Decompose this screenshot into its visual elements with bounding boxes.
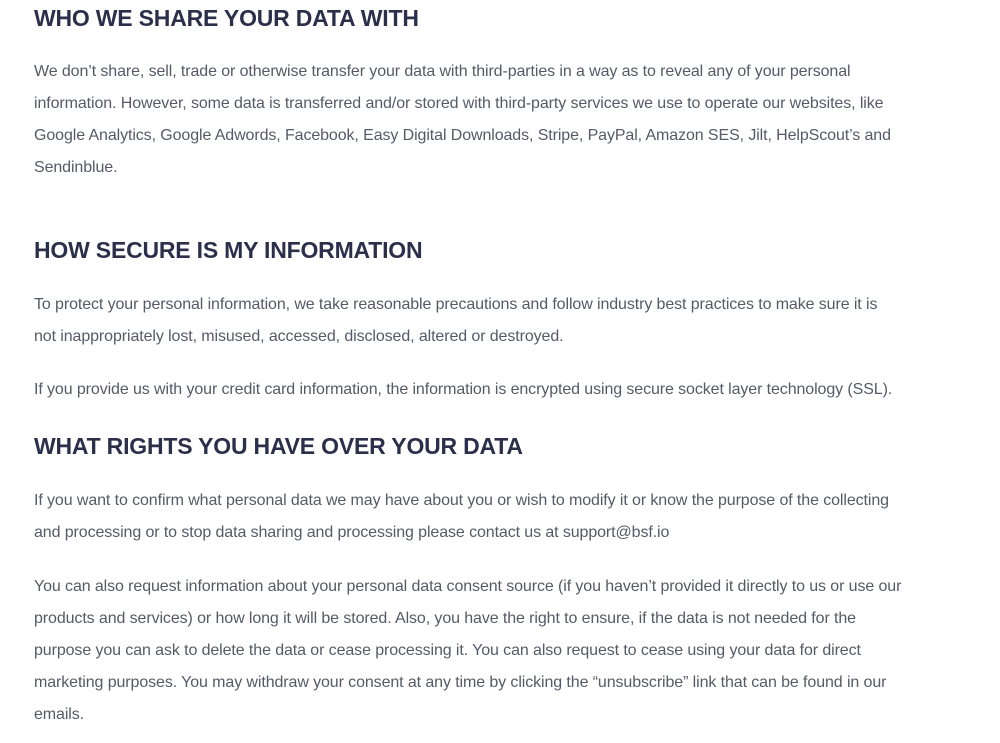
paragraph-line: Google Analytics, Google Adwords, Facebook, Easy Digital Downloads, Stripe, PayPal, Amazon SES, Jilt, HelpScout’s and (34, 127, 891, 144)
paragraph-line: If you want to confirm what personal data we may have about you or wish to modify it or know the purpose of the collecting (34, 492, 889, 509)
paragraph-line: information. However, some data is transferred and/or stored with third-party services we use to operate our websites, like (34, 95, 884, 112)
paragraph-line: emails. (34, 706, 84, 723)
ssl-paragraph (34, 374, 892, 406)
paragraph-line: You can also request information about your personal data consent source (if you haven’t provided it directly to us or use our (34, 578, 902, 595)
section-heading-rights: WHAT RIGHTS YOU HAVE OVER YOUR DATA (34, 433, 523, 459)
paragraph-line: marketing purposes. You may withdraw your consent at any time by clicking the “unsubscribe” link that can be found in our (34, 674, 887, 691)
paragraph-line: To protect your personal information, we take reasonable precautions and follow industry best practices to make sure it is (34, 296, 878, 313)
rights-contact-paragraph (34, 485, 889, 549)
paragraph-line: not inappropriately lost, misused, accessed, disclosed, altered or destroyed. (34, 328, 564, 345)
paragraph-line: and processing or to stop data sharing and processing please contact us at support@bsf.io (34, 524, 670, 541)
paragraph-line: Sendinblue. (34, 159, 118, 176)
paragraph-line: If you provide us with your credit card information, the information is encrypted using secure socket layer technology (SSL). (34, 381, 893, 398)
paragraph-line: We don’t share, sell, trade or otherwise transfer your data with third-parties in a way as to reveal any of your personal (34, 63, 851, 80)
security-paragraph (34, 289, 877, 353)
paragraph-line: purpose you can ask to delete the data or cease processing it. You can also request to cease using your data for direct (34, 642, 861, 659)
paragraph-line: products and services) or how long it will be stored. Also, you have the right to ensure, if the data is not needed for the (34, 610, 856, 627)
section-heading-data-sharing: WHO WE SHARE YOUR DATA WITH (34, 5, 419, 31)
data-sharing-paragraph (34, 56, 891, 184)
rights-details-paragraph (34, 571, 901, 731)
section-heading-security: HOW SECURE IS MY INFORMATION (34, 237, 423, 263)
